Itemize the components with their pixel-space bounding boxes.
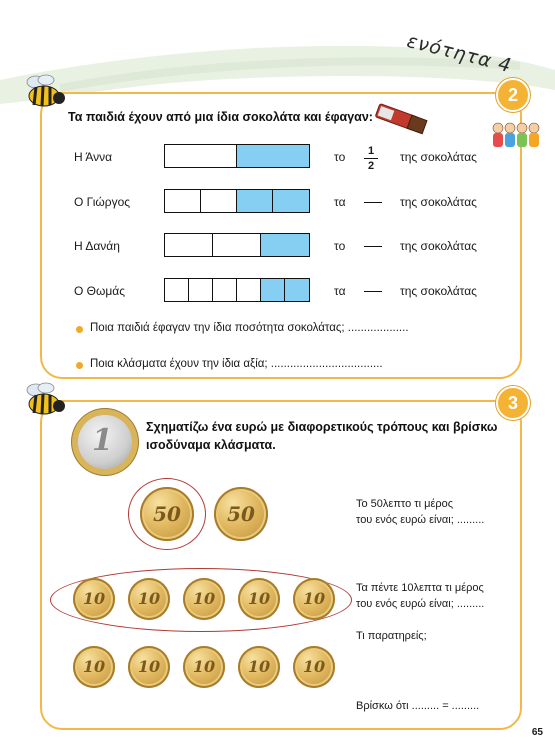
coin-10-cent[interactable] <box>128 578 170 620</box>
chocolate-bar-anna <box>164 144 310 168</box>
bar-part <box>213 279 237 301</box>
bee-icon <box>22 72 68 110</box>
coin-value: 10 <box>192 589 216 608</box>
chocolate-bar-giorgos <box>164 189 310 213</box>
row-name-danai: Η Δανάη <box>74 239 120 253</box>
coin-10-cent[interactable] <box>128 646 170 688</box>
chocolate-bar-danai <box>164 233 310 257</box>
exercise-3-title-line1: Σχηματίζω ένα ευρώ με διαφορετικούς τρόπους και βρίσκω <box>146 420 498 434</box>
coin-value: 10 <box>82 589 106 608</box>
question-find-equal[interactable]: Βρίσκω ότι ......... = ......... <box>356 700 480 712</box>
exercise-2-title: Τα παιδιά έχουν από μια ίδια σοκολάτα και έφαγαν: <box>68 110 373 124</box>
bar-part <box>237 279 261 301</box>
coin-10-cent[interactable] <box>183 578 225 620</box>
question-50-cent <box>356 496 484 528</box>
article-giorgos: τα <box>334 195 346 209</box>
coin-10-cent[interactable] <box>238 646 280 688</box>
bullet-icon <box>76 362 83 369</box>
chocolate-icon <box>370 100 434 138</box>
bar-part-eaten <box>261 279 285 301</box>
article-danai: το <box>334 239 346 253</box>
bar-part <box>165 145 237 167</box>
bee-icon <box>22 380 68 418</box>
coin-value: 10 <box>302 589 326 608</box>
coin-value: 10 <box>302 657 326 676</box>
bar-part <box>189 279 213 301</box>
page-number: 65 <box>531 727 543 738</box>
bar-part <box>213 234 261 256</box>
article-thomas: τα <box>334 284 346 298</box>
question-10-cent <box>356 580 484 612</box>
coin-value: 10 <box>247 657 271 676</box>
bar-part-eaten <box>273 190 309 212</box>
question-same-amount[interactable]: Ποια παιδιά έφαγαν την ίδια ποσότητα σοκολάτας; ................... <box>90 322 409 334</box>
fraction-denominator: 2 <box>367 160 375 172</box>
bar-part-eaten <box>285 279 309 301</box>
unit-label: ενότητα 4 <box>404 30 514 78</box>
exercise-3-title-line2: ισοδύναμα κλάσματα. <box>146 438 276 452</box>
tail-danai: της σοκολάτας <box>400 239 477 253</box>
coin-value: 10 <box>137 589 161 608</box>
coin-10-cent[interactable] <box>73 578 115 620</box>
bar-part <box>165 190 201 212</box>
tail-anna: της σοκολάτας <box>400 150 477 164</box>
question-50-cent-line1: Το 50λεπτο τι μέρος <box>356 498 454 510</box>
coin-value: 50 <box>153 502 181 526</box>
euro-coin-value: 1 <box>92 423 113 458</box>
children-icon <box>490 118 542 156</box>
bar-part-eaten <box>237 190 273 212</box>
coin-value: 10 <box>82 657 106 676</box>
bar-part-eaten <box>261 234 309 256</box>
coin-value: 10 <box>137 657 161 676</box>
blank-fraction-giorgos[interactable] <box>364 202 382 203</box>
coin-10-cent[interactable] <box>293 578 335 620</box>
coin-50-cent[interactable] <box>140 487 194 541</box>
question-10-cent-line1: Τα πέντε 10λεπτα τι μέρος <box>356 582 484 594</box>
coin-value: 10 <box>192 657 216 676</box>
coin-10-cent[interactable] <box>238 578 280 620</box>
bar-part <box>165 279 189 301</box>
question-observe: Τι παρατηρείς; <box>356 630 427 642</box>
coin-value: 50 <box>227 502 255 526</box>
coin-10-cent[interactable] <box>73 646 115 688</box>
coin-50-cent[interactable] <box>214 487 268 541</box>
coin-value: 10 <box>247 589 271 608</box>
exercise-3-badge: 3 <box>496 386 530 420</box>
question-same-value[interactable]: Ποια κλάσματα έχουν την ίδια αξία; ................................... <box>90 358 383 370</box>
fraction-anna <box>364 145 378 172</box>
fraction-numerator: 1 <box>367 145 375 157</box>
bar-part <box>201 190 237 212</box>
blank-fraction-danai[interactable] <box>364 246 382 247</box>
tail-giorgos: της σοκολάτας <box>400 195 477 209</box>
exercise-2-badge: 2 <box>496 78 530 112</box>
article-anna: το <box>334 150 346 164</box>
euro-coin-icon <box>78 415 132 469</box>
bullet-icon <box>76 326 83 333</box>
row-name-thomas: Ο Θωμάς <box>74 284 126 298</box>
bar-part-eaten <box>237 145 309 167</box>
chocolate-bar-thomas <box>164 278 310 302</box>
tail-thomas: της σοκολάτας <box>400 284 477 298</box>
question-50-cent-line2[interactable]: του ενός ευρώ είναι; ......... <box>356 514 485 526</box>
coin-10-cent[interactable] <box>293 646 335 688</box>
bar-part <box>165 234 213 256</box>
row-name-giorgos: Ο Γιώργος <box>74 195 131 209</box>
question-10-cent-line2[interactable]: του ενός ευρώ είναι; ......... <box>356 598 485 610</box>
blank-fraction-thomas[interactable] <box>364 291 382 292</box>
row-name-anna: Η Άννα <box>74 150 113 164</box>
coin-10-cent[interactable] <box>183 646 225 688</box>
